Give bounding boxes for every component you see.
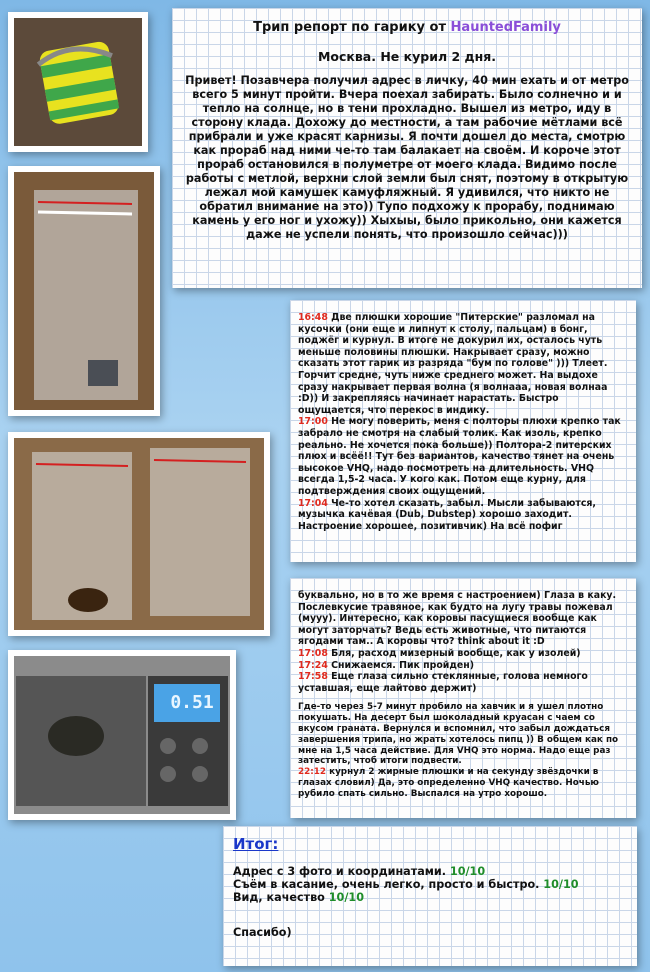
photo-zip-bag bbox=[8, 166, 160, 416]
log-time: 17:04 bbox=[298, 497, 328, 509]
report-title bbox=[182, 20, 632, 35]
intro-text: Привет! Позавчера получил адрес в личку, 40 мин ехать и от метро всего 5 минут пройти. Вчера поехал забирать. Было солнечно и и тепло на солнце, но в тени прохладно. Вышел из метро, иду в сторону клада. Дохожу до местности, а там рабочие мётлами всё прибрали и уже красят карнизы. Я почти дошел до места, смотрю как прораб над ними че-то там балакает на своём. И короче этот прораб остановился в полуметре от моего клада. Видимо после работы с метлой, верхни слой земли был снят, поэтому в открытую лежал мой камушек камуфляжный. Я удивился, что никто не обратил внимание на это)) Тупо подхожу к прорабу, поднимаю камень у его ног и ухожу)) Хыхыы, было прикольно, они кажется даже не успели понять, что произошло сейчас))) bbox=[185, 74, 629, 241]
log-entry bbox=[298, 671, 628, 694]
epilogue-text: Где-то через 5-7 минут пробило на хавчик и я ушел плотно покушать. На десерт был шоколадный круасан с чаем со вкусом граната. Вернулся и вспомнил, что забыл дождаться завершения трипа, но жрать хотелось пипц )) В общем как по мне на 1,5 часа действие. Для VHQ это норма. Надо еще раз затестить, чтоб итоги подвести. bbox=[298, 702, 619, 767]
intro-note bbox=[172, 8, 642, 288]
log-text: курнул 2 жирные плюшки и на секунду звёздочки в глазах словил) Да, это определенно VHQ качество. Ночью рубило спать сильно. Выспался на утро хорошо. bbox=[298, 767, 599, 799]
log-text: Бля, расход мизерный вообще, как у изолей) bbox=[331, 647, 581, 659]
photo-two-bags bbox=[8, 432, 270, 636]
log-text: Не могу поверить, меня с полторы плюхи крепко так забрало не смотря на слабый толик. Как изоль, крепко реально. Не хочется пока больше)) Полтора-2 питерских плюх и всёё!! Тут без вариантов, качество тянет на очень высокое VHQ, надо посмотреть на длительность. VHQ всегда 1,5-2 часа. У кого как. Потом еще курну, для подтверждения своих ощущений. bbox=[298, 416, 621, 497]
log-entry bbox=[298, 767, 628, 799]
log-text: Че-то хотел сказать, забыл. Мысли забываются, музычка качёвая (Dub, Dubstep) хорошо заходит. Настроение хорошее, позитивчик) На всё пофиг bbox=[298, 497, 596, 532]
log-time: 17:58 bbox=[298, 671, 328, 683]
summary-score: 10/10 bbox=[449, 865, 486, 878]
log-text: Две плюшки хорошие "Питерские" разломал на кусочки (они еще и липнут к столу, пальцам) в бонг, поджёг и курнул. В итоге не докурил их, осталось чуть меньше половины плюшки. Накрывает сразу, можно сказать этот гарик из разряда "бум по голове" ))) Тлеет. Горчит средне, чуть ниже среднего может. На выдохе сразу накрывает первая волна (я волнааа, новая волнаа :D)) И закрепляясь начинает нарастать. Быстро ощущается, что перекос в индику. bbox=[298, 312, 608, 416]
author-name[interactable]: HauntedFamily bbox=[450, 20, 561, 35]
scale-image bbox=[14, 656, 230, 814]
scale-drawing bbox=[14, 656, 230, 814]
scale-readout: 0.51 bbox=[170, 692, 214, 713]
summary-heading: Итог: bbox=[233, 835, 279, 853]
log-entry bbox=[298, 416, 628, 497]
zip-bag-drawing bbox=[14, 172, 154, 410]
log-entry bbox=[298, 660, 628, 672]
log-entry bbox=[298, 498, 628, 533]
zip-bag-image bbox=[14, 172, 154, 410]
log-time: 17:00 bbox=[298, 416, 328, 428]
log-text: Еще глаза сильно стеклянные, голова немного уставшая, еще лайтово держит) bbox=[298, 671, 588, 694]
title-prefix: Трип репорт по гарику от bbox=[253, 20, 447, 35]
package-drawing bbox=[14, 18, 142, 146]
summary-label: Съём в касание, очень легко, просто и быстро. bbox=[233, 878, 540, 891]
continuation-text: буквально, но в то же время с настроением) Глаза в каку. Послевкусие травяное, как будто на лугу травы пожевал (мууу). Интересно, как коровы пасущиеся вообще как могут заторчать? Ведь есть животные, что питаются ягодами там.. А коровы что? think about it :D bbox=[298, 590, 617, 648]
log-time: 17:24 bbox=[298, 659, 328, 671]
log-text: Снижаемся. Пик пройден) bbox=[331, 659, 475, 671]
photo-scale bbox=[8, 650, 236, 820]
summary-label: Вид, качество bbox=[233, 891, 325, 904]
log-entry bbox=[298, 648, 628, 660]
summary-item bbox=[233, 878, 627, 891]
report-subtitle: Москва. Не курил 2 дня. bbox=[317, 49, 497, 64]
summary-score: 10/10 bbox=[328, 891, 364, 904]
log-time: 22:12 bbox=[298, 767, 327, 778]
log-time: 16:48 bbox=[298, 312, 328, 323]
log-note bbox=[290, 300, 636, 562]
epilogue bbox=[298, 702, 628, 799]
log-entry bbox=[298, 312, 628, 416]
summary-score: 10/10 bbox=[543, 878, 579, 891]
summary-note bbox=[223, 826, 637, 966]
continuation-note bbox=[290, 578, 636, 818]
summary-label: Адрес с 3 фото и координатами. bbox=[233, 865, 446, 878]
log-time: 17:08 bbox=[298, 647, 328, 659]
photo-wrapped-package bbox=[8, 12, 148, 152]
package-image bbox=[14, 18, 142, 146]
summary-item bbox=[233, 865, 627, 878]
summary-item bbox=[233, 891, 627, 904]
two-bags-drawing bbox=[14, 438, 264, 630]
thanks-text: Спасибо) bbox=[233, 926, 292, 939]
two-bags-image bbox=[14, 438, 264, 630]
